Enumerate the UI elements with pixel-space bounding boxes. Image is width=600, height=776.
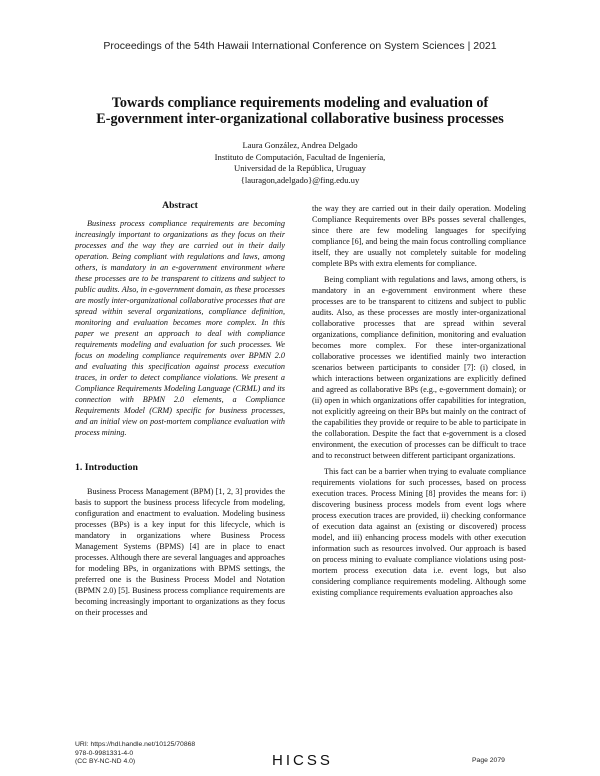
footer-url: URI: https://hdl.handle.net/10125/70868 bbox=[75, 741, 196, 748]
hicss-logo: HICSS bbox=[272, 752, 333, 769]
author-institute: Instituto de Computación, Facultad de Ingeniería, bbox=[214, 151, 386, 162]
left-column bbox=[75, 200, 285, 623]
abstract-text: Business process compliance requirements are becoming increasingly important to organizations as they focus on their processes and the way they are carried out in their daily operation. Being compliant with regulations and laws, among others, is mandatory in an e-government environment where these processes are to be transparent to citizens and subject to public audits. Also, in e-government domain, as these processes are mostly inter-organizational collaborative processes that are spread within several organizations, compliance definition, monitoring and evaluation becomes more complex. In this paper we present an approach to deal with compliance requirements modeling and evaluation for such processes. We focus on modeling compliance requirements over BPMN 2.0 and evaluating this specification against process execution traces, in order to detect compliance violations. We present a Compliance Requirements Modeling Language (CRML) and its connection with BPMN 2.0 elements, a Compliance Requirements Model (CRM) specific for business processes, and an initial view on post-mortem compliance evaluation with process mining. bbox=[75, 219, 285, 437]
section-heading-introduction: 1. Introduction bbox=[75, 462, 138, 473]
proceedings-header: Proceedings of the 54th Hawaii International Conference on System Sciences | 2021 bbox=[103, 40, 497, 52]
title-line-2: E-government inter-organizational collaborative business processes bbox=[96, 111, 504, 127]
abstract-heading: Abstract bbox=[162, 200, 198, 211]
footer-isbn: 978-0-9981331-4-0 bbox=[75, 749, 134, 757]
right-paragraph-3: This fact can be a barrier when trying to evaluate compliance requirements violations for such processes, based on process execution traces. Process Mining [8] provides the means for: i) discovering business process models from event logs where process execution traces are provided, ii) checking conformance of execution data against an (existing or discovered) process model, and iii) enhancing process models with other execution information such as resources involved. Our approach is based on process mining to evaluate compliance violations using post-mortem process execution data i.e. event logs, but also considering compliance requirements modeling. Although some existing compliance requirements evaluation approaches also bbox=[312, 467, 526, 597]
title-line-1: Towards compliance requirements modeling and evaluation of bbox=[111, 95, 489, 111]
author-email: {lauragon,adelgado}@fing.edu.uy bbox=[240, 174, 360, 185]
right-paragraph-1: the way they are carried out in their daily operation. Modeling Compliance Requirements over BPs posses several challenges, since there are few modeling languages for specifying compliance [6], and being the main focus controlling compliance itself, they are usually not completely suitable for modeling complete BPs with extra elements for compliance. bbox=[312, 204, 526, 268]
intro-paragraph-1: Business Process Management (BPM) [1, 2, 3] provides the basis to support the business process lifecycle from modeling, configuration and enactment to evaluation. Modeling business processes (BPs) is a key input for this lifecycle, which is mandatory in organizations where Business Process Management Systems (BPMS) [4] are in place to enact processes. Although there are several languages and approaches for modeling BPs, in organizations with BPMS settings, the preferred one is the Business Process Model and Notation (BPMN 2.0) [5]. Business process compliance requirements are becoming increasingly important to organizations as they focus on their processes and bbox=[75, 487, 285, 617]
footer-license: (CC BY-NC-ND 4.0) bbox=[75, 758, 136, 766]
author-names: Laura González, Andrea Delgado bbox=[242, 140, 358, 150]
author-block bbox=[0, 140, 600, 186]
right-paragraph-2: Being compliant with regulations and laws, among others, is mandatory in an e-government environment where these processes are to be transparent to citizens and subject to public audits. Also, as these processes are mostly inter-organizational collaborative processes that are spread within several organizations, compliance definition, monitoring and evaluation becomes more complex. For these inter-organizational collaborative processes we identified mainly two interaction scenarios between participants to consider [7]: (i) closed, in which interactions between organizations are explicitly defined and agreed as collaborative BPs (e.g., e-government domain); or (ii) open in which organizations offer capabilities for integration, not explicitly agreeing on their BPs but mainly on the contract of the capabilities they provide or require to be able to participate in the collaboration. Despite the fact that e-government is a closed environment, the execution of processes can be difficult to trace and to reconstruct between different participant organizations. bbox=[312, 275, 526, 460]
page-number: Page 2079 bbox=[472, 757, 505, 764]
footer-info bbox=[75, 741, 195, 767]
right-column bbox=[312, 203, 526, 603]
author-university: Universidad de la República, Uruguay bbox=[234, 163, 366, 174]
paper-title bbox=[0, 95, 600, 127]
